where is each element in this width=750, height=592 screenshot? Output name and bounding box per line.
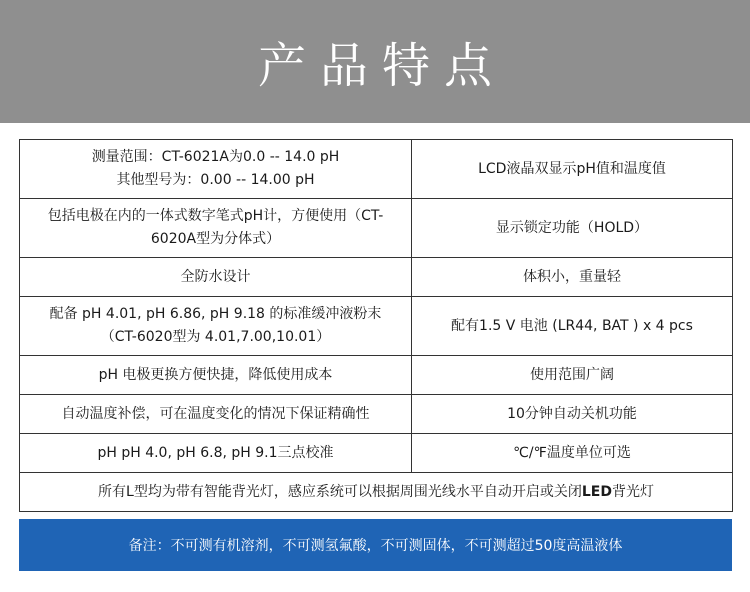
feature-text: 使用范围广阔 bbox=[530, 366, 614, 383]
backlight-feature-cell bbox=[20, 473, 733, 512]
table-row bbox=[20, 258, 733, 297]
feature-text: 其他型号为：0.00 -- 14.00 pH bbox=[116, 172, 315, 188]
feature-cell bbox=[20, 356, 412, 395]
backlight-text: 所有L型均为带有智能背光灯，感应系统可以根据周围光线水平自动开启或关闭 bbox=[98, 483, 582, 500]
note-banner bbox=[19, 519, 732, 571]
feature-cell bbox=[20, 140, 412, 199]
feature-cell bbox=[20, 258, 412, 297]
feature-text: 配有1.5 V 电池 (LR44, BAT ) x 4 pcs bbox=[451, 317, 693, 334]
feature-cell bbox=[412, 199, 733, 258]
table-row bbox=[20, 199, 733, 258]
feature-text: 测量范围：CT-6021A为0.0 -- 14.0 pH bbox=[91, 149, 340, 165]
feature-text: LCD液晶双显示pH值和温度值 bbox=[478, 160, 666, 177]
feature-cell bbox=[20, 395, 412, 434]
feature-text: 10分钟自动关机功能 bbox=[507, 405, 637, 422]
table-row bbox=[20, 395, 733, 434]
table-row-full bbox=[20, 473, 733, 512]
feature-text: 自动温度补偿，可在温度变化的情况下保证精确性 bbox=[61, 405, 370, 422]
note-text: 备注：不可测有机溶剂，不可测氢氟酸，不可测固体，不可测超过50度高温液体 bbox=[128, 538, 623, 554]
feature-text: 体积小，重量轻 bbox=[523, 268, 621, 285]
feature-text: 包括电极在内的一体式数字笔式pH计，方便使用（CT- bbox=[47, 208, 384, 224]
feature-text: 显示锁定功能（HOLD） bbox=[495, 219, 649, 236]
feature-cell bbox=[20, 199, 412, 258]
led-text: LED bbox=[581, 483, 612, 500]
feature-text: （CT-6020型为 4.01,7.00,10.01） bbox=[100, 329, 331, 345]
feature-cell bbox=[412, 258, 733, 297]
feature-text: pH pH 4.0, pH 6.8, pH 9.1三点校准 bbox=[97, 444, 334, 461]
feature-cell bbox=[412, 140, 733, 199]
feature-text: ℃/℉温度单位可选 bbox=[513, 444, 631, 461]
backlight-suffix-text: 背光灯 bbox=[611, 483, 654, 500]
feature-cell bbox=[412, 434, 733, 473]
feature-text: 配备 pH 4.01, pH 6.86, pH 9.18 的标准缓冲液粉末 bbox=[49, 306, 382, 322]
table-row bbox=[20, 434, 733, 473]
feature-cell bbox=[20, 434, 412, 473]
table-row bbox=[20, 356, 733, 395]
feature-cell bbox=[20, 297, 412, 356]
feature-text: pH 电极更换方便快捷，降低使用成本 bbox=[98, 366, 333, 383]
feature-cell bbox=[412, 395, 733, 434]
feature-text: 6020A型为分体式） bbox=[150, 231, 281, 247]
table-row bbox=[20, 140, 733, 199]
header-banner bbox=[0, 0, 750, 123]
feature-table bbox=[19, 139, 733, 512]
page-title: 产品特点 bbox=[257, 38, 506, 94]
feature-cell bbox=[412, 356, 733, 395]
feature-cell bbox=[412, 297, 733, 356]
feature-text: 全防水设计 bbox=[180, 268, 251, 285]
table-row bbox=[20, 297, 733, 356]
